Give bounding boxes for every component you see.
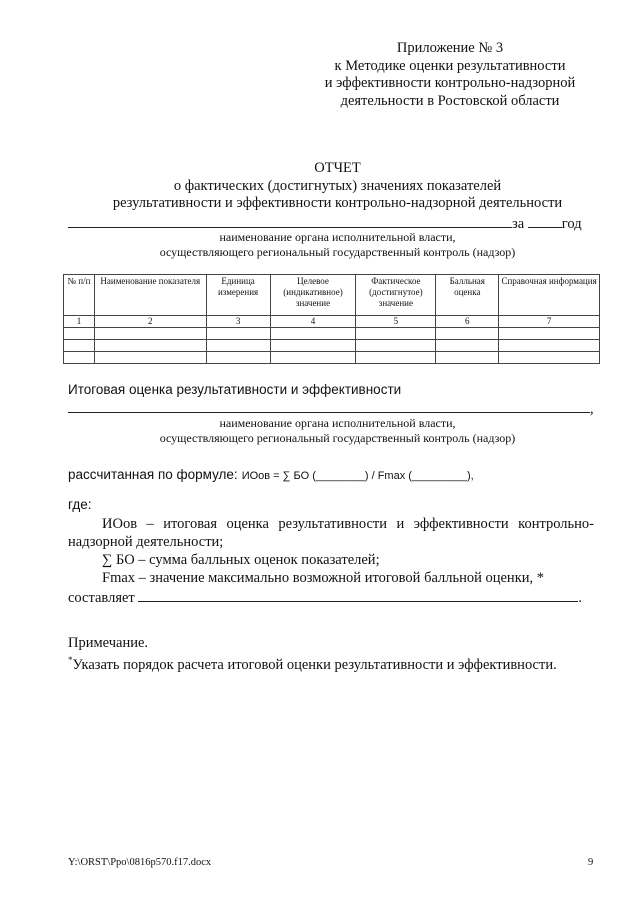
period-blank[interactable]: [472, 213, 512, 228]
authority-caption: [60, 230, 615, 260]
summary-caption-1: наименование органа исполнительной власти,: [219, 416, 456, 430]
table-number-cell: 6: [436, 316, 499, 328]
summary-heading: Итоговая оценка результативности и эффективности: [68, 382, 402, 397]
definition-sum-bo: ∑ БО – сумма балльных оценок показателей;: [102, 552, 380, 568]
table-row: [64, 340, 600, 352]
formula-expression: ИОов = ∑ БО (________) / Fmax (_________),: [241, 470, 474, 482]
table-number-cell: 3: [206, 316, 270, 328]
definition-ioov: ИОов – итоговая оценка результативности и эффективности контрольно-надзорной деятельности;: [68, 516, 594, 550]
table-cell[interactable]: [64, 352, 95, 364]
appendix-line-2: к Методике оценки результативности: [334, 57, 566, 74]
table-cell[interactable]: [206, 352, 270, 364]
table-number-cell: 1: [64, 316, 95, 328]
constitutes-blank[interactable]: [138, 587, 578, 602]
table-number-cell: 2: [94, 316, 206, 328]
table-header-cell: Фактическое (достигнутое) значение: [356, 275, 436, 316]
table-header-row: [64, 275, 600, 316]
table-cell[interactable]: [270, 328, 356, 340]
summary-comma: ,: [590, 401, 594, 417]
where-label: где:: [68, 497, 92, 512]
table-cell[interactable]: [64, 328, 95, 340]
definition-fmax: Fmax – значение максимально возможной итоговой балльной оценки, *: [102, 570, 544, 586]
table-header-cell: Наименование показателя: [94, 275, 206, 316]
table-cell[interactable]: [356, 340, 436, 352]
authority-caption-1: наименование органа исполнительной власти,: [219, 230, 456, 244]
report-subtitle-2: результативности и эффективности контрольно-надзорной деятельности: [112, 195, 563, 211]
constitutes-period: .: [578, 590, 583, 606]
table-cell[interactable]: [436, 328, 499, 340]
year-blank[interactable]: [528, 213, 562, 228]
table-cell[interactable]: [499, 328, 600, 340]
report-heading: ОТЧЕТ: [314, 160, 361, 176]
table-cell[interactable]: [499, 352, 600, 364]
report-subtitle-1: о фактических (достигнутых) значениях показателей: [173, 177, 502, 194]
note-text-line: [68, 651, 557, 674]
constitutes-label: составляет: [68, 590, 135, 606]
table-number-cell: 7: [499, 316, 600, 328]
appendix-line-1: Приложение № 3: [396, 40, 504, 56]
footer-page-number: 9: [588, 857, 594, 868]
table-row: [64, 352, 600, 364]
table-cell[interactable]: [356, 352, 436, 364]
report-title-block: [60, 160, 615, 213]
table-cell[interactable]: [270, 352, 356, 364]
table-cell[interactable]: [499, 340, 600, 352]
table-header-cell: Справочная информация: [499, 275, 600, 316]
table-cell[interactable]: [206, 328, 270, 340]
god-label: год: [561, 216, 582, 232]
table-header-cell: Единица измерения: [206, 275, 270, 316]
table-cell[interactable]: [270, 340, 356, 352]
summary-caption: [60, 416, 615, 446]
table-cell[interactable]: [94, 352, 206, 364]
table-cell[interactable]: [356, 328, 436, 340]
formula-lead: рассчитанная по формуле:: [68, 467, 238, 482]
note-asterisk: *: [68, 655, 73, 665]
constitutes-line: [68, 587, 598, 607]
table-cell[interactable]: [94, 328, 206, 340]
table-number-cell: 5: [356, 316, 436, 328]
table-cell[interactable]: [436, 352, 499, 364]
footer-file-path: Y:\ORST\Ppo\0816p570.f17.docx: [68, 857, 212, 868]
table-cell[interactable]: [64, 340, 95, 352]
appendix-block: [300, 40, 600, 110]
table-header-cell: Целевое (индикативное) значение: [270, 275, 356, 316]
table-header-cell: № п/п: [64, 275, 95, 316]
authority-name-blank[interactable]: [68, 213, 472, 228]
formula-line: [68, 466, 474, 484]
summary-blank-line: [68, 398, 598, 418]
table-number-cell: 4: [270, 316, 356, 328]
za-label: за: [512, 216, 525, 232]
table-cell[interactable]: [436, 340, 499, 352]
authority-caption-2: осуществляющего региональный государственный контроль (надзор): [159, 245, 516, 259]
summary-caption-2: осуществляющего региональный государственный контроль (надзор): [159, 431, 516, 445]
appendix-line-4: деятельности в Ростовской области: [340, 92, 560, 109]
note-heading: Примечание.: [68, 635, 149, 651]
table-cell[interactable]: [94, 340, 206, 352]
table-number-row: [64, 316, 600, 328]
indicators-table: [63, 274, 600, 364]
table-row: [64, 328, 600, 340]
table-cell[interactable]: [206, 340, 270, 352]
summary-authority-blank[interactable]: [68, 398, 590, 413]
note-text: Указать порядок расчета итоговой оценки результативности и эффективности.: [72, 656, 557, 673]
table-header-cell: Балльная оценка: [436, 275, 499, 316]
appendix-line-3: и эффективности контрольно-надзорной: [324, 75, 576, 91]
